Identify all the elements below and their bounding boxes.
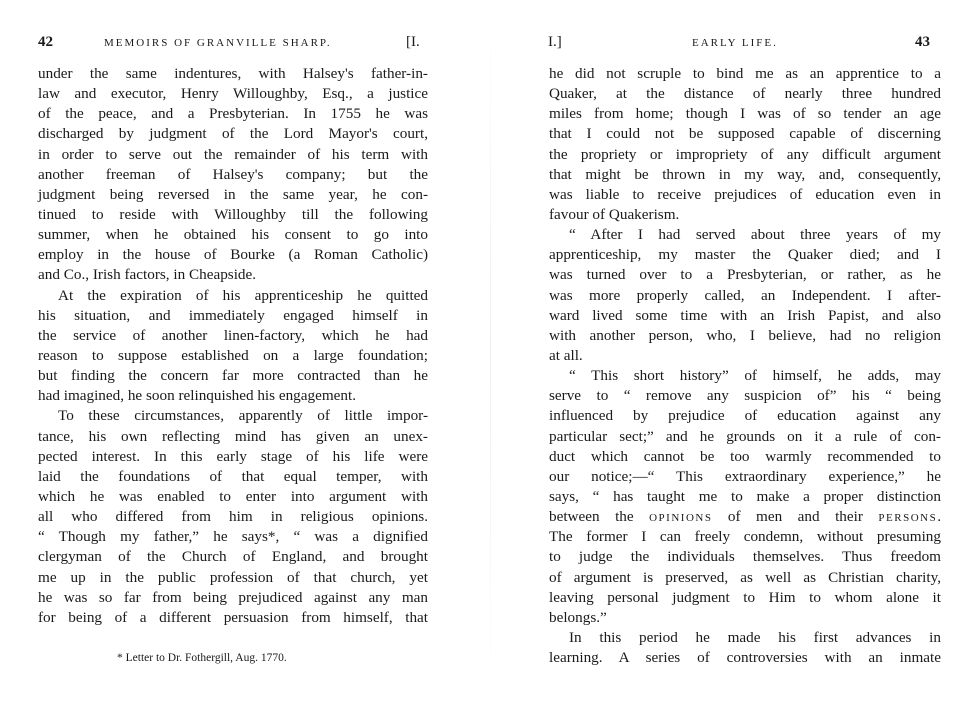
text-line: To these circumstances, apparently of little impor- (58, 407, 428, 425)
text-line: was turned over to a Presbyterian, or rather, as he (549, 266, 941, 284)
text-line: favour of Quakerism. (549, 205, 680, 223)
text-line: duct which cannot be too warmly recommended to (549, 447, 941, 465)
text-line: and Co., Irish factors, in Cheapside. (38, 266, 257, 284)
text-line: another freeman of Halsey's company; but the (38, 165, 428, 183)
text-line: me up in the public profession of that church, yet (38, 568, 428, 586)
text-line: leaving personal judgment to Him to whom alone it (549, 588, 941, 606)
right-page (490, 0, 980, 705)
footnote: * Letter to Dr. Fothergill, Aug. 1770. (117, 652, 287, 664)
text-line: miles from home; though I was of so tender an age (549, 105, 941, 123)
text-line: law and executor, Henry Willoughby, Esq., a justice (38, 85, 428, 103)
line-fragment: between the (549, 508, 650, 526)
text-line: particular sect;” and he grounds on it a rule of con- (549, 427, 941, 445)
right-section-mark: I.] (548, 34, 562, 50)
left-page-header (0, 34, 490, 58)
right-page-header (490, 34, 980, 58)
text-line: he did not scruple to bind me as an apprentice to a (549, 65, 941, 82)
text-line: to judge the individuals themselves. Thus freedom (549, 548, 941, 566)
text-line: pected interest. In this early stage of his life were (38, 447, 428, 465)
text-line: in order to serve out the remainder of his term with (38, 145, 428, 163)
text-line: at all. (549, 346, 583, 364)
text-line: all who differed from him in religious opinions. (38, 508, 428, 526)
text-line: employ in the house of Bourke (a Roman Catholic) (38, 246, 428, 264)
left-section-mark: [I. (406, 34, 420, 50)
text-line: apprenticeship, my master the Quaker died; and I (549, 246, 941, 264)
text-line: judgment being reversed in the same year, he con- (38, 185, 428, 203)
text-line: under the same indentures, with Halsey's father-in- (38, 65, 428, 82)
text-line: with another person, who, I believe, had no religion (549, 326, 941, 344)
text-line: clergyman of the Church of England, and brought (38, 548, 428, 566)
text-line: ward lived some time with an Irish Papist, and also (549, 306, 941, 324)
text-line: “ This short history” of himself, he adds, may (569, 367, 941, 385)
text-line: tance, his own reflecting mind has given an unex- (38, 427, 428, 445)
text-line: influenced by prejudice of education against any (549, 407, 941, 425)
text-line: for being of a different persuasion from himself, that (38, 608, 428, 626)
text-line: summer, when he obtained his consent to go into (38, 226, 428, 244)
text-line: The former I can freely condemn, without presuming (549, 528, 941, 546)
text-line: that might be thrown in my way, and, consequently, (549, 165, 941, 183)
text-line: learning. A series of controversies with an inmate (549, 649, 941, 667)
right-running-title: EARLY LIFE. (692, 37, 778, 49)
text-line: tinued to reside with Willoughby till the following (38, 205, 428, 223)
text-line: had imagined, he soon relinquished his engagement. (38, 387, 357, 405)
line-fragment: of men and their (712, 508, 879, 526)
text-line: he was so far from being prejudiced against any man (38, 588, 428, 606)
text-line: the propriety or impropriety of any difficult argument (549, 145, 941, 163)
left-page-number: 42 (38, 34, 53, 50)
text-line-opinions-persons (549, 507, 941, 527)
text-line: his situation, and immediately engaged himself in (38, 306, 428, 324)
right-body-text (549, 64, 941, 668)
text-line: our notice;—“ This extraordinary experience,” he (549, 467, 941, 485)
text-line: belongs.” (549, 608, 607, 626)
text-line: “ Though my father,” he says*, “ was a dignified (38, 528, 428, 546)
text-line: discharged by judgment of the Lord Mayor's court, (38, 125, 428, 143)
text-line: of the peace, and a Presbyterian. In 1755 he was (38, 105, 428, 123)
text-line: was liable to receive prejudices of education even in (549, 185, 941, 203)
text-line: but finding the concern far more contracted than he (38, 367, 428, 385)
text-line: In this period he made his first advances in (569, 628, 941, 646)
right-page-number: 43 (915, 34, 930, 50)
text-line: which he was enabled to enter into argument with (38, 487, 428, 505)
text-line: says, “ has taught me to make a proper distinction (549, 487, 941, 505)
left-body-text (38, 64, 428, 628)
line-fragment: . (937, 508, 941, 526)
text-line: “ After I had served about three years of my (569, 226, 941, 244)
opinions-smallcaps: OPINIONS (649, 512, 713, 525)
text-line: of argument is preserved, as well as Christian charity, (549, 568, 941, 586)
text-line: that I could not be supposed capable of discerning (549, 125, 941, 143)
text-line: reason to suppose established on a large foundation; (38, 346, 428, 364)
text-line: laid the foundations of that equal temper, with (38, 467, 428, 485)
text-line: the service of another linen-factory, which he had (38, 326, 428, 344)
text-line: At the expiration of his apprenticeship he quitted (58, 286, 428, 304)
text-line: was more properly called, an Independent. I after- (549, 286, 941, 304)
text-line: Quaker, at the distance of nearly three hundred (549, 85, 941, 103)
persons-smallcaps: PERSONS (878, 512, 938, 525)
left-running-title: MEMOIRS OF GRANVILLE SHARP. (104, 37, 332, 49)
text-line: serve to “ remove any suspicion of” his “ being (549, 387, 941, 405)
